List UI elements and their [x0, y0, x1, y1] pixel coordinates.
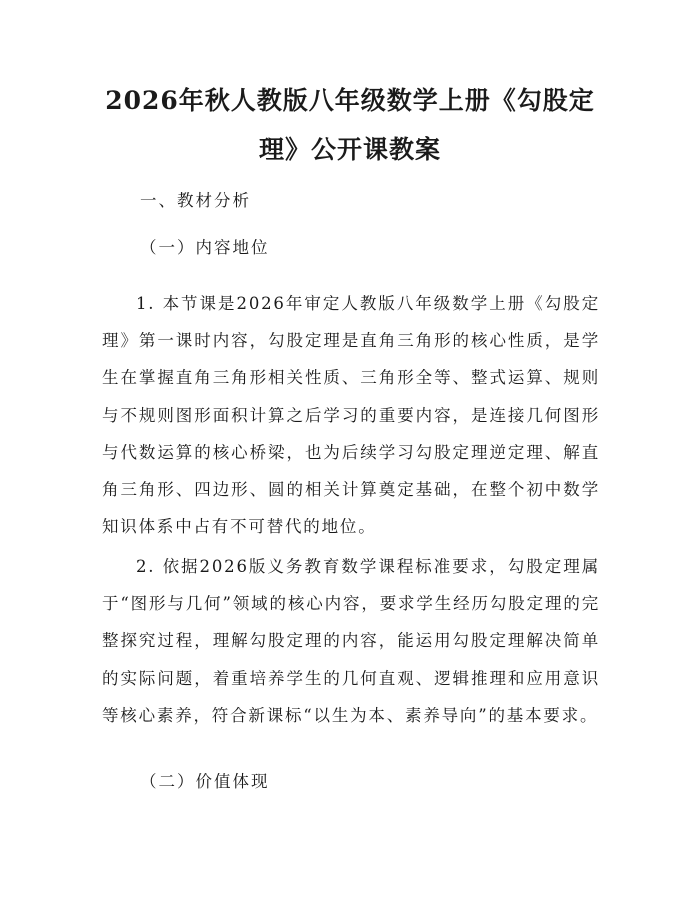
- paragraph-1: 1. 本节课是2026年审定人教版八年级数学上册《勾股定理》第一课时内容，勾股定理是直角三角形的核心性质，是学生在掌握直角三角形相关性质、三角形全等、整式运算、规则与不规则图形面积计算之后学习的重要内容，是连接几何图形与代数运算的核心桥梁，也为后续学习勾股定理逆定理、解直角三角形、四边形、圆的相关计算奠定基础，在整个初中数学知识体系中占有不可替代的地位。: [102, 294, 600, 537]
- subsection-heading-value: （二）价值体现: [140, 772, 270, 791]
- document-title-line-2: 理》公开课教案: [258, 135, 441, 164]
- document-title-line-1: 2026年秋人教版八年级数学上册《勾股定: [105, 86, 595, 115]
- subsection-heading-content-position: （一）内容地位: [140, 238, 270, 257]
- section-heading-textbook-analysis: 一、教材分析: [140, 191, 251, 210]
- paragraph-2: 2. 依据2026版义务教育数学课程标准要求，勾股定理属于“图形与几何”领域的核心内容，要求学生经历勾股定理的完整探究过程，理解勾股定理的内容，能运用勾股定理解决简单的实际问题，着重培养学生的几何直观、逻辑推理和应用意识等核心素养，符合新课标“以生为本、素养导向”的基本要求。: [102, 557, 600, 725]
